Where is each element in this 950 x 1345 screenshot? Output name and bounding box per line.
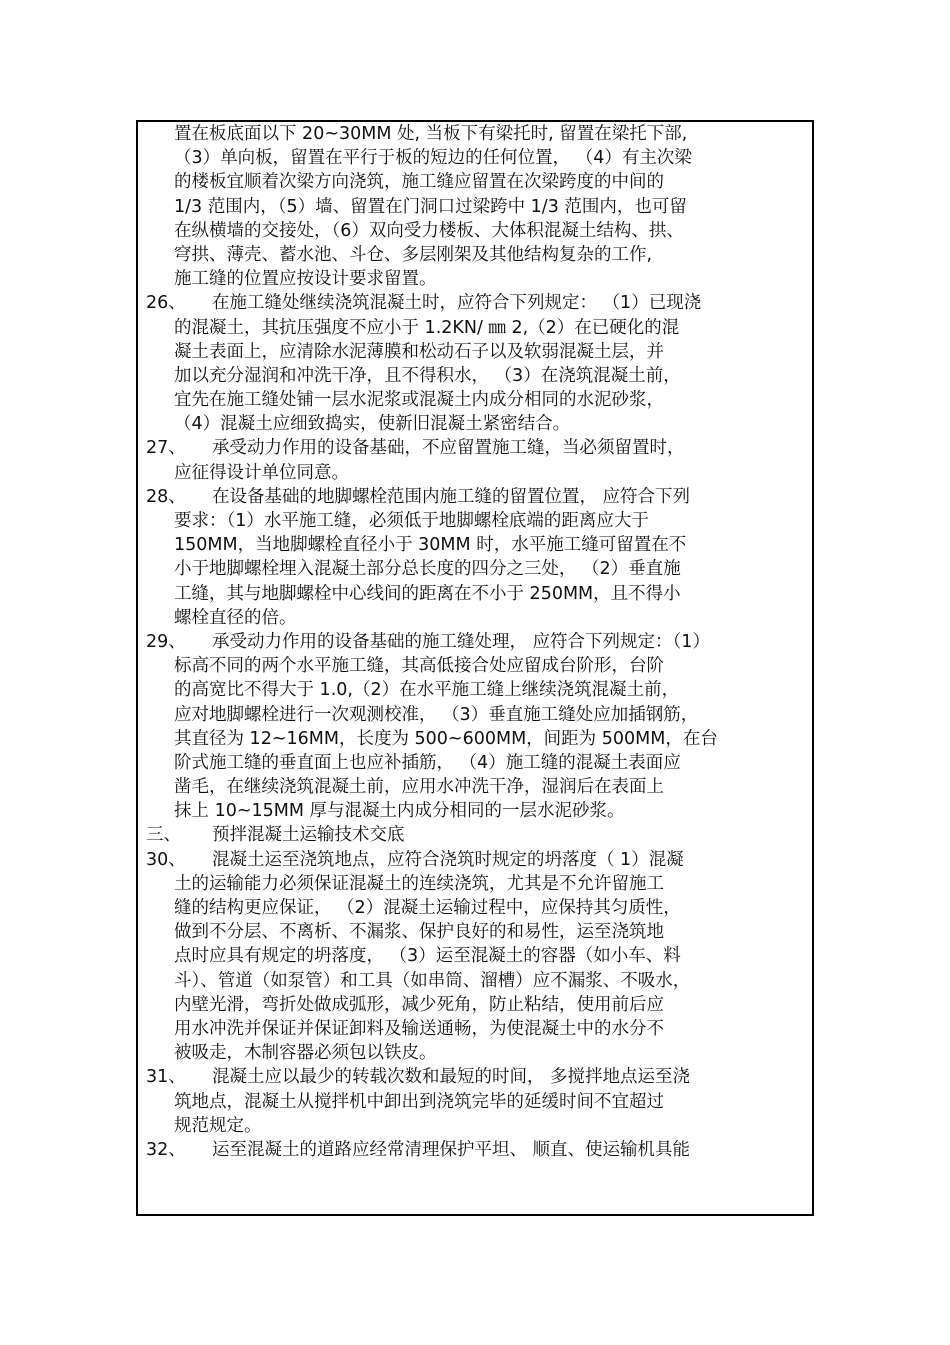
line-text: 1/3 范围内，（5）墙、留置在门洞口过梁跨中 1/3 范围内，也可留 [174, 196, 687, 217]
clause-number: 32、 [146, 1139, 186, 1160]
document-body [146, 122, 810, 1162]
line-text: 内壁光滑，弯折处做成弧形，减少死角，防止粘结，使用前后应 [174, 994, 664, 1015]
line-text: （3）单向板，留置在平行于板的短边的任何位置， （4）有主次梁 [174, 148, 692, 169]
line-text: 凿毛，在继续浇筑混凝土前，应用水冲洗干净，湿润后在表面上 [174, 777, 664, 798]
text-line [146, 1041, 810, 1065]
line-text: 要求：（1）水平施工缝，必须低于地脚螺栓底端的距离应大于 [174, 511, 649, 531]
line-text: 规范规定。 [174, 1115, 262, 1136]
text-line [146, 533, 810, 557]
line-text: 标高不同的两个水平施工缝，其高低接合处应留成台阶形，台阶 [174, 656, 664, 677]
line-text: 抹上 10~15MM 厚与混凝土内成分相同的一层水泥砂浆。 [174, 801, 625, 822]
line-text: 加以充分湿润和冲洗干净，且不得积水， （3）在浇筑混凝土前， [174, 365, 681, 386]
text-line [146, 799, 810, 823]
text-line [146, 122, 810, 146]
line-text: 螺栓直径的倍。 [174, 607, 297, 628]
text-line [146, 944, 810, 968]
line-text: 在施工缝处继续浇筑混凝土时，应符合下列规定： （1）已现浇 [212, 293, 702, 314]
clause-start-line [146, 630, 810, 654]
line-text: 承受动力作用的设备基础，不应留置施工缝，当必须留置时， [212, 438, 685, 459]
clause-start-line [146, 485, 810, 509]
line-text: 被吸走，木制容器必须包以铁皮。 [174, 1043, 437, 1064]
text-line [146, 582, 810, 606]
text-line [146, 461, 810, 485]
line-text: 在设备基础的地脚螺栓范围内施工缝的留置位置， 应符合下列 [212, 486, 691, 507]
clause-start-line [146, 848, 810, 872]
line-text: 凝土表面上，应清除水泥薄膜和松动石子以及软弱混凝土层，并 [174, 341, 664, 362]
line-text: 筑地点，混凝土从搅拌机中卸出到浇筑完毕的延缓时间不宜超过 [174, 1091, 664, 1112]
clause-start-line [146, 823, 810, 847]
line-text: 置在板底面以下 20~30MM 处, 当板下有梁托时, 留置在梁托下部, [174, 124, 688, 144]
clause-number: 31、 [146, 1067, 186, 1088]
clause-number: 三、 [146, 825, 181, 846]
text-line [146, 340, 810, 364]
document-frame [136, 120, 814, 1216]
text-line [146, 388, 810, 412]
clause-number: 29、 [146, 631, 186, 652]
line-text: 施工缝的位置应按设计要求留置。 [174, 269, 437, 290]
text-line [146, 606, 810, 630]
text-line [146, 364, 810, 388]
clause-number: 28、 [146, 486, 186, 507]
text-line [146, 509, 810, 533]
text-line [146, 243, 810, 267]
clause-start-line [146, 436, 810, 460]
clause-number: 30、 [146, 849, 186, 870]
line-text: 阶式施工缝的垂直面上也应补插筋， （4）施工缝的混凝土表面应 [174, 752, 681, 773]
line-text: 承受动力作用的设备基础的施工缝处理， 应符合下列规定：（1） [212, 631, 710, 652]
line-text: （4）混凝土应细致捣实，使新旧混凝土紧密结合。 [174, 414, 571, 435]
clause-number: 26、 [146, 293, 186, 314]
line-text: 的楼板宜顺着次梁方向浇筑，施工缝应留置在次梁跨度的中间的 [174, 172, 664, 193]
line-text: 应征得设计单位同意。 [174, 462, 349, 483]
text-line [146, 727, 810, 751]
text-line [146, 654, 810, 678]
text-line [146, 1090, 810, 1114]
line-text: 在纵横墙的交接处，（6）双向受力楼板、大体积混凝土结构、拱、 [174, 220, 684, 241]
line-text: 预拌混凝土运输技术交底 [212, 825, 405, 846]
line-text: 运至混凝土的道路应经常清理保护平坦、 顺直、使运输机具能 [212, 1139, 691, 1160]
text-line [146, 993, 810, 1017]
line-text: 其直径为 12~16MM，长度为 500~600MM，间距为 500MM，在台 [174, 728, 718, 749]
line-text: 150MM，当地脚螺栓直径小于 30MM 时，水平施工缝可留置在不 [174, 535, 687, 556]
line-text: 的混凝土，其抗压强度不应小于 1.2KN/ ㎜ 2,（2）在已硬化的混 [174, 317, 680, 338]
line-text: 的高宽比不得大于 1.0,（2）在水平施工缝上继续浇筑混凝土前， [174, 680, 680, 701]
text-line [146, 678, 810, 702]
line-text: 斗）、管道（如泵管）和工具（如串筒、溜槽）应不漏浆、不吸水， [174, 970, 691, 991]
text-line [146, 195, 810, 219]
line-text: 点时应具有规定的坍落度， （3）运至混凝土的容器（如小车、料 [174, 946, 681, 967]
clause-start-line [146, 1138, 810, 1162]
text-line [146, 219, 810, 243]
text-line [146, 316, 810, 340]
text-line [146, 775, 810, 799]
text-line [146, 969, 810, 993]
clause-number: 27、 [146, 438, 186, 459]
text-line [146, 751, 810, 775]
line-text: 小于地脚螺栓埋入混凝土部分总长度的四分之三处， （2）垂直施 [174, 559, 681, 580]
text-line [146, 1017, 810, 1041]
text-line [146, 872, 810, 896]
line-text: 混凝土运至浇筑地点，应符合浇筑时规定的坍落度（ 1）混凝 [212, 849, 684, 870]
line-text: 应对地脚螺栓进行一次观测校准， （3）垂直施工缝处应加插钢筋， [174, 704, 699, 725]
line-text: 工缝，其与地脚螺栓中心线间的距离在不小于 250MM，且不得小 [174, 583, 681, 604]
text-line [146, 1114, 810, 1138]
text-line [146, 412, 810, 436]
line-text: 用水冲洗并保证并保证卸料及输送通畅，为使混凝土中的水分不 [174, 1018, 664, 1039]
line-text: 穹拱、薄壳、蓄水池、斗仓、多层刚架及其他结构复杂的工作, [174, 244, 653, 265]
line-text: 宜先在施工缝处铺一层水泥浆或混凝土内成分相同的水泥砂浆， [174, 390, 664, 411]
clause-start-line [146, 1065, 810, 1089]
text-line [146, 920, 810, 944]
line-text: 缝的结构更应保证， （2）混凝土运输过程中，应保持其匀质性， [174, 898, 681, 918]
clause-start-line [146, 291, 810, 315]
text-line [146, 267, 810, 291]
text-line [146, 557, 810, 581]
text-line [146, 146, 810, 170]
text-line [146, 170, 810, 194]
line-text: 做到不分层、不离析、不漏浆、保护良好的和易性，运至浇筑地 [174, 922, 664, 943]
line-text: 混凝土应以最少的转载次数和最短的时间， 多搅拌地点运至浇 [212, 1067, 691, 1088]
line-text: 土的运输能力必须保证混凝土的连续浇筑，尤其是不允许留施工 [174, 873, 664, 894]
text-line [146, 703, 810, 727]
text-line [146, 896, 810, 920]
